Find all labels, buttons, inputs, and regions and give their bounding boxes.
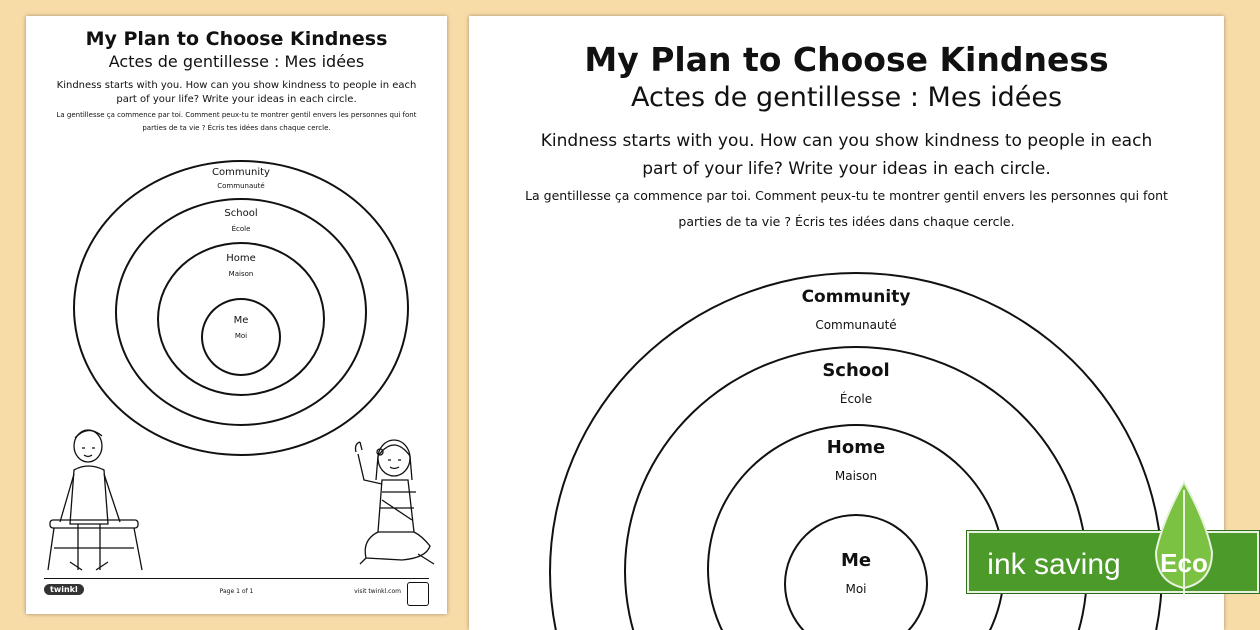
zoom-label-community: Community bbox=[801, 287, 911, 307]
zoom-label-communaute: Communauté bbox=[815, 318, 897, 332]
zoom-intro-fr-1: La gentillesse ça commence par toi. Comment peux-tu te montrer gentil envers les personnes qui font bbox=[525, 188, 1168, 203]
thumb-label-maison: Maison bbox=[228, 270, 254, 278]
thumb-label-ecole: École bbox=[231, 225, 251, 233]
thumb-intro-en-1: Kindness starts with you. How can you show kindness to people in each bbox=[56, 80, 417, 91]
eco-text: Eco bbox=[1160, 548, 1208, 578]
thumb-label-communaute: Communauté bbox=[217, 182, 265, 190]
twinkl-logo: twinkl bbox=[44, 584, 84, 595]
ink-saving-eco-badge bbox=[966, 478, 1260, 598]
twinkl-badge-icon bbox=[407, 582, 429, 606]
thumb-label-school: School bbox=[224, 208, 258, 219]
zoom-subtitle: Actes de gentillesse : Mes idées bbox=[630, 82, 1063, 113]
twinkl-url: visit twinkl.com bbox=[354, 588, 401, 595]
worksheet-thumbnail bbox=[26, 16, 447, 614]
thumb-intro-fr-1: La gentillesse ça commence par toi. Comment peux-tu te montrer gentil envers les personnes qui font bbox=[56, 111, 417, 119]
zoom-intro-en-2: part of your life? Write your ideas in each circle. bbox=[642, 159, 1051, 179]
zoom-title: My Plan to Choose Kindness bbox=[584, 40, 1109, 79]
page-number: Page 1 of 1 bbox=[219, 588, 254, 595]
thumb-footer-rule bbox=[44, 578, 429, 579]
zoom-intro-en-1: Kindness starts with you. How can you show kindness to people in each bbox=[540, 131, 1153, 151]
zoom-label-school: School bbox=[822, 360, 890, 381]
thumb-label-moi: Moi bbox=[234, 332, 248, 340]
thumb-intro-en-2: part of your life? Write your ideas in each circle. bbox=[116, 94, 357, 105]
girl-waving-illustration bbox=[342, 436, 438, 568]
thumb-intro-fr-2: parties de ta vie ? Écris tes idées dans chaque cercle. bbox=[142, 124, 331, 132]
zoom-label-moi: Moi bbox=[845, 582, 867, 596]
boy-with-walker-illustration bbox=[42, 424, 157, 572]
zoom-label-ecole: École bbox=[839, 392, 873, 406]
thumb-subtitle: Actes de gentillesse : Mes idées bbox=[108, 52, 365, 71]
zoom-intro-fr-2: parties de ta vie ? Écris tes idées dans chaque cercle. bbox=[678, 214, 1015, 229]
thumb-label-community: Community bbox=[212, 167, 270, 178]
thumb-label-home: Home bbox=[226, 253, 256, 264]
zoom-label-me: Me bbox=[840, 550, 872, 571]
zoom-label-home: Home bbox=[826, 437, 886, 458]
ink-saving-text: ink saving bbox=[987, 548, 1121, 581]
zoom-label-maison: Maison bbox=[834, 469, 878, 483]
thumb-title: My Plan to Choose Kindness bbox=[85, 28, 388, 50]
thumb-label-me: Me bbox=[233, 315, 249, 326]
